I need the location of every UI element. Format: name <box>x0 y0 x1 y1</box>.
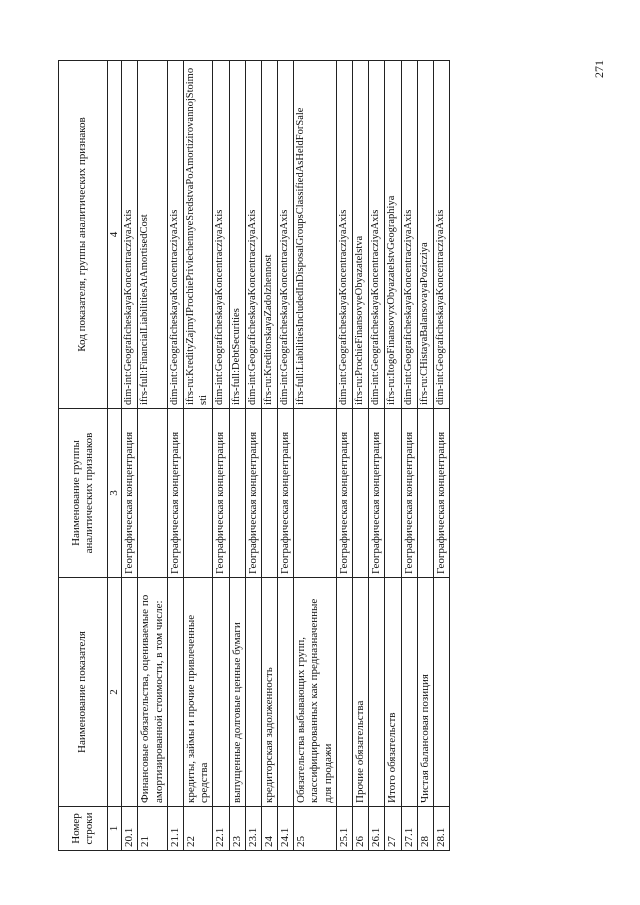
table-row <box>433 61 449 851</box>
indicator-code-cell: dim-int:GeograficheskayaKoncentracziyaAxis <box>245 61 261 409</box>
table-row <box>336 61 352 851</box>
indicator-name-cell: кредиторская задолженность <box>261 578 277 807</box>
indicator-name-cell <box>336 578 352 807</box>
header-indicator-name: Наименование показателя <box>59 578 108 807</box>
indicator-code-cell: dim-int:GeograficheskayaKoncentracziyaAxis <box>336 61 352 409</box>
indicator-name-cell <box>278 578 294 807</box>
group-name-cell <box>385 409 401 578</box>
row-number-cell: 21 <box>138 807 167 851</box>
group-name-cell <box>417 409 433 578</box>
row-number-cell: 25 <box>294 807 337 851</box>
indicator-name-cell: Обязательства выбывающих групп, классифицированных как предназначенные для продажи <box>294 578 337 807</box>
indicator-code-cell: dim-int:GeograficheskayaKoncentracziyaAxis <box>213 61 229 409</box>
group-name-cell <box>138 409 167 578</box>
indicator-name-cell: Прочие обязательства <box>353 578 369 807</box>
column-number-2: 2 <box>108 578 122 807</box>
row-number-cell: 27 <box>385 807 401 851</box>
group-name-cell: Географическая концентрация <box>278 409 294 578</box>
table-row <box>385 61 401 851</box>
group-name-cell <box>261 409 277 578</box>
table-row <box>245 61 261 851</box>
row-number-cell: 22.1 <box>213 807 229 851</box>
table-row <box>183 61 212 851</box>
table-row <box>213 61 229 851</box>
table-header <box>59 61 122 851</box>
row-number-cell: 23 <box>229 807 245 851</box>
indicator-name-cell <box>401 578 417 807</box>
indicator-name-cell <box>433 578 449 807</box>
indicator-name-cell: Итого обязательств <box>385 578 401 807</box>
row-number-cell: 26 <box>353 807 369 851</box>
group-name-cell: Географическая концентрация <box>433 409 449 578</box>
table-row <box>278 61 294 851</box>
group-name-cell: Географическая концентрация <box>401 409 417 578</box>
indicator-name-cell <box>245 578 261 807</box>
row-number-cell: 24 <box>261 807 277 851</box>
indicator-code-cell: dim-int:GeograficheskayaKoncentracziyaAxis <box>122 61 138 409</box>
page-number: 271 <box>592 60 606 78</box>
indicator-name-cell <box>122 578 138 807</box>
table-row <box>294 61 337 851</box>
table-row <box>122 61 138 851</box>
row-number-cell: 22 <box>183 807 212 851</box>
indicator-name-cell: Чистая балансовая позиция <box>417 578 433 807</box>
header-group-name: Наименование группы аналитических признаков <box>59 409 108 578</box>
group-name-cell: Географическая концентрация <box>245 409 261 578</box>
table-row <box>369 61 385 851</box>
row-number-cell: 21.1 <box>167 807 183 851</box>
group-name-cell <box>183 409 212 578</box>
group-name-cell: Географическая концентрация <box>369 409 385 578</box>
indicator-code-cell: ifrs-full:LiabilitiesIncludedInDisposalGroupsClassifiedAsHeldForSale <box>294 61 337 409</box>
row-number-cell: 24.1 <box>278 807 294 851</box>
table-row <box>353 61 369 851</box>
row-number-cell: 27.1 <box>401 807 417 851</box>
indicator-name-cell: выпущенные долговые ценные бумаги <box>229 578 245 807</box>
group-name-cell: Географическая концентрация <box>122 409 138 578</box>
row-number-cell: 20.1 <box>122 807 138 851</box>
indicator-code-cell: dim-int:GeograficheskayaKoncentracziyaAxis <box>278 61 294 409</box>
table-row <box>167 61 183 851</box>
header-row-number: Номер строки <box>59 807 108 851</box>
table-body <box>122 61 450 851</box>
indicator-code-cell: ifrs-ru:ProchieFinansovyeObyazatelstva <box>353 61 369 409</box>
indicator-name-cell: Финансовые обязательства, оцениваемые по амортизированной стоимости, в том числе: <box>138 578 167 807</box>
group-name-cell: Географическая концентрация <box>167 409 183 578</box>
column-number-3: 3 <box>108 409 122 578</box>
group-name-cell: Географическая концентрация <box>213 409 229 578</box>
rotated-table-container <box>58 61 446 851</box>
indicator-code-cell: ifrs-ru:KreditorskayaZadolzhennost <box>261 61 277 409</box>
indicator-name-cell <box>167 578 183 807</box>
row-number-cell: 23.1 <box>245 807 261 851</box>
indicator-code-cell: ifrs-full:FinancialLiabilitiesAtAmortisedCost <box>138 61 167 409</box>
column-number-4: 4 <box>108 61 122 409</box>
indicator-code-cell: dim-int:GeograficheskayaKoncentracziyaAxis <box>369 61 385 409</box>
row-number-cell: 25.1 <box>336 807 352 851</box>
group-name-cell <box>353 409 369 578</box>
indicator-code-cell: ifrs-ru:ItogoFinansovyxObyazatelstvGeographiya <box>385 61 401 409</box>
table-row <box>401 61 417 851</box>
table-row <box>229 61 245 851</box>
group-name-cell: Географическая концентрация <box>336 409 352 578</box>
row-number-cell: 28.1 <box>433 807 449 851</box>
indicator-table <box>58 60 450 851</box>
table-row <box>138 61 167 851</box>
indicator-name-cell <box>213 578 229 807</box>
row-number-cell: 26.1 <box>369 807 385 851</box>
column-number-1: 1 <box>108 807 122 851</box>
indicator-name-cell <box>369 578 385 807</box>
indicator-code-cell: dim-int:GeograficheskayaKoncentracziyaAxis <box>401 61 417 409</box>
indicator-code-cell: ifrs-ru:KredityZajmyIProchiePrivlechennyeSredstvaPoAmortizirovannojStoimosti <box>183 61 212 409</box>
indicator-code-cell: dim-int:GeograficheskayaKoncentracziyaAxis <box>433 61 449 409</box>
table-row <box>261 61 277 851</box>
table-row <box>417 61 433 851</box>
indicator-name-cell: кредиты, займы и прочие привлеченные средства <box>183 578 212 807</box>
indicator-code-cell: ifrs-ru:CHistayaBalansovayaPozicziya <box>417 61 433 409</box>
indicator-code-cell: dim-int:GeograficheskayaKoncentracziyaAxis <box>167 61 183 409</box>
group-name-cell <box>294 409 337 578</box>
group-name-cell <box>229 409 245 578</box>
header-indicator-code: Код показателя, группы аналитических признаков <box>59 61 108 409</box>
indicator-code-cell: ifrs-full:DebtSecurities <box>229 61 245 409</box>
row-number-cell: 28 <box>417 807 433 851</box>
